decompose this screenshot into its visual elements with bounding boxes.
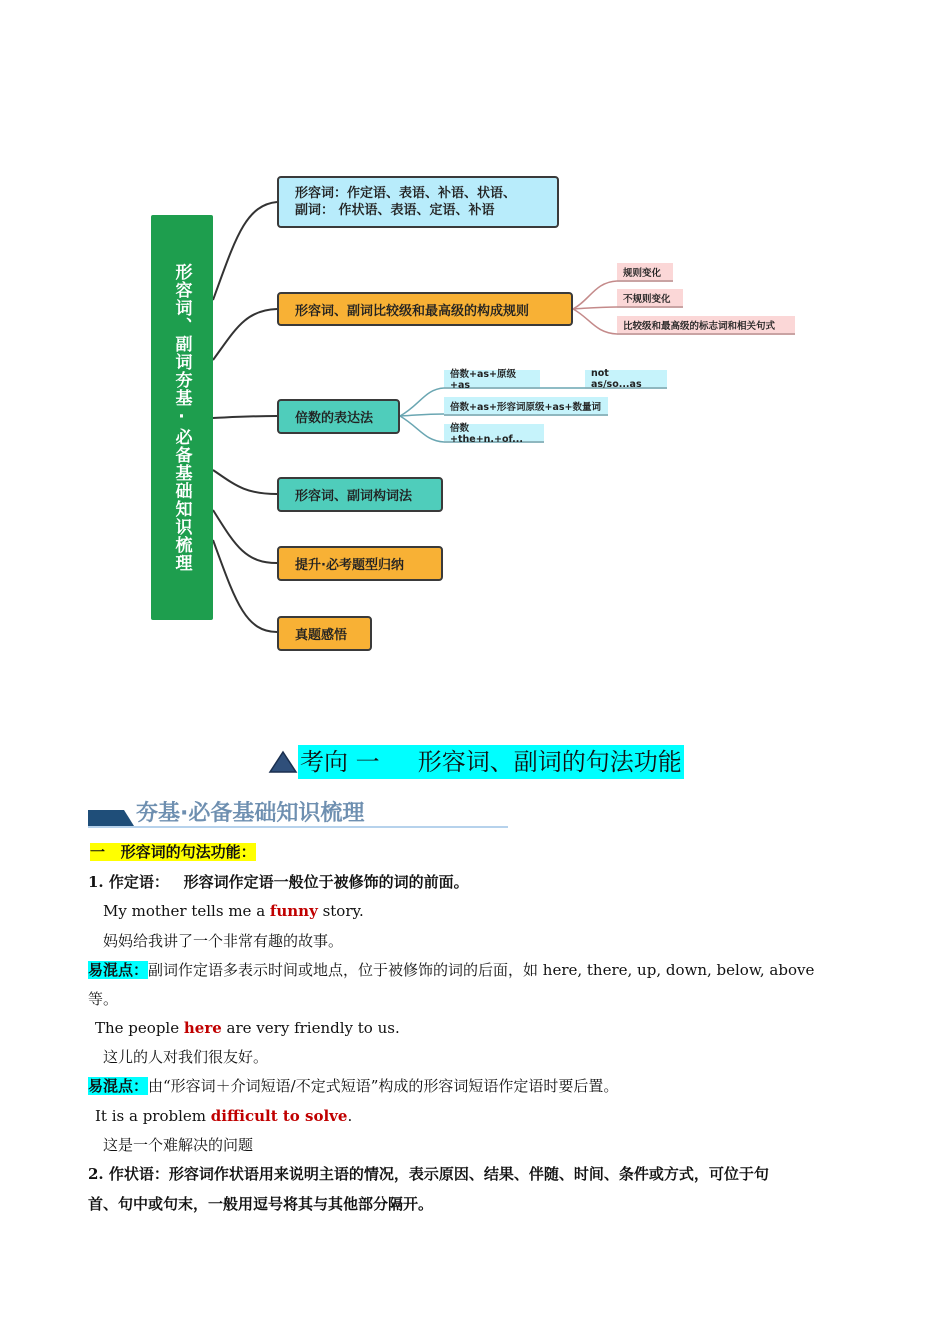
mindmap-node-comparison [277,292,573,326]
leaf-markers [617,316,795,335]
note-1 [88,960,814,980]
leaf-markers-label: 比较级和最高级的标志词和相关句式 [623,320,776,332]
mindmap-node-multiples [277,399,400,434]
ex2-pre: The people [95,1019,184,1037]
note-2-text: 由“形容词＋介词短语/不定式短语”构成的形容词短语作定语时要后置。 [148,1077,619,1095]
leaf-regular-change [617,263,673,282]
page-title: 考向 一 形容词、副词的句法功能 [298,745,684,779]
node-syntax-line2: 副词： 作状语、表语、定语、补语 [295,203,495,218]
node-comparison-label: 形容词、副词比较级和最高级的构成规则 [295,303,530,319]
ex1-key: funny [269,902,318,920]
triangle-icon [268,750,298,774]
example-2 [95,1018,400,1038]
node-real-questions-label: 真题感悟 [295,628,348,643]
ex1-pre: My mother tells me a [103,902,270,920]
leaf-irregular-change-label: 不规则变化 [623,293,671,305]
leaf-not-as-so [585,367,667,390]
mindmap-node-real-questions [277,616,372,651]
mindmap-node-word-formation [277,477,443,512]
leaf-multiple-quantity [444,397,608,416]
note-1-text: 副词作定语多表示时间或地点，位于被修饰的词的后面，如 here, there, up, down, below, above [148,961,815,979]
note-2-label: 易混点： [88,1077,149,1095]
leaf-irregular-change [617,289,683,308]
section-banner-title: 夯基·必备基础知识梳理 [136,801,365,826]
sub-heading [90,842,256,862]
note-2 [88,1076,618,1096]
ex3-key: difficult to solve [210,1107,348,1125]
leaf-multiple-as-as [444,370,540,389]
leaf-multiple-quantity-label: 倍数+as+形容词原级+as+数量词 [450,401,601,413]
leaf-not-as-so-label: not as/so...as [591,367,642,390]
leaf-multiple-the-of [444,424,544,443]
p1-text: 形容词作定语一般位于被修饰的词的前面。 [183,873,469,891]
p1-label: 1. 作定语： [88,873,169,891]
example-1 [103,901,364,921]
paragraph-adverbial-line2: 首、句中或句末，一般用逗号将其与其他部分隔开。 [88,1195,434,1213]
ex1-post: story. [317,902,364,920]
mindmap-root-label: 形容词、副词夯基·必备基础知识梳理 [171,263,192,572]
node-multiples-label: 倍数的表达法 [295,411,374,426]
note-1-continued: 等。 [88,990,119,1008]
mindmap-node-exam-types [277,546,443,581]
ex3-post: . [347,1107,353,1125]
leaf-multiple-as-as-label: 倍数+as+原级+as [450,369,516,391]
paragraph-adverbial-line1: 2. 作状语：形容词作状语用来说明主语的情况，表示原因、结果、伴随、时间、条件或方式，可位于句 [88,1165,769,1183]
example-3-translation: 这是一个难解决的问题 [103,1136,254,1154]
node-syntax-line1: 形容词：作定语、表语、补语、状语、 [295,186,517,201]
mindmap-node-syntax [277,176,559,228]
example-3 [95,1106,352,1126]
example-2-translation: 这儿的人对我们很友好。 [103,1048,269,1066]
sub-heading-text: 一 形容词的句法功能： [90,843,256,861]
ex2-key: here [183,1019,222,1037]
ex2-post: are very friendly to us. [221,1019,400,1037]
ex3-pre: It is a problem [95,1107,211,1125]
paragraph-attributive [88,872,469,892]
example-1-translation: 妈妈给我讲了一个非常有趣的故事。 [103,932,344,950]
mindmap-root [151,215,213,620]
node-word-formation-label: 形容词、副词构词法 [295,489,413,504]
leaf-multiple-the-of-label: 倍数+the+n.+of... [450,423,523,445]
node-exam-types-label: 提升·必考题型归纳 [295,558,404,573]
leaf-regular-change-label: 规则变化 [623,267,662,279]
page-heading [268,744,684,780]
note-1-label: 易混点： [88,961,149,979]
